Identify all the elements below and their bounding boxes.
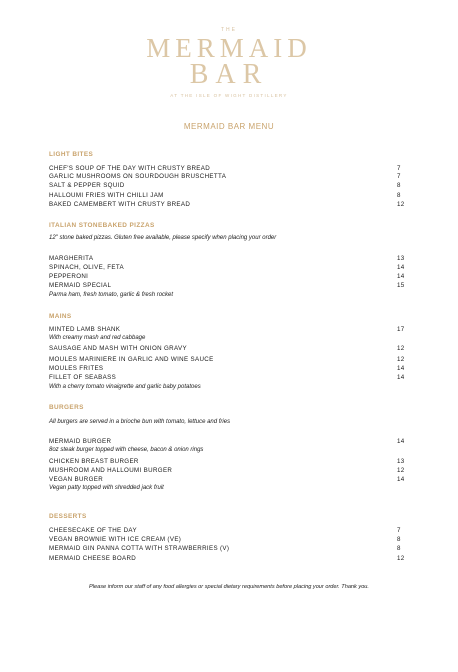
menu-item — [49, 438, 405, 446]
menu-item — [49, 545, 405, 553]
item-price: 14 — [397, 374, 405, 381]
item-name: MOULES FRITES — [49, 365, 104, 372]
item-price: 8 — [397, 192, 401, 199]
menu-item — [49, 192, 405, 200]
item-price: 17 — [397, 326, 405, 333]
menu-item — [49, 173, 405, 181]
allergy-footer-note: Please inform our staff of any food allergies or special dietary requirements before placing your order. Thank you. — [89, 584, 369, 590]
item-name: CHICKEN BREAST BURGER — [49, 458, 139, 465]
item-name: SALT & PEPPER SQUID — [49, 182, 125, 189]
menu-item — [49, 273, 405, 281]
item-name: VEGAN BROWNIE WITH ICE CREAM (VE) — [49, 536, 182, 543]
menu-item — [49, 536, 405, 544]
menu-item — [49, 476, 405, 484]
item-description: 8oz steak burger topped with cheese, bacon & onion rings — [49, 447, 204, 453]
item-name: FILLET OF SEABASS — [49, 374, 117, 381]
item-name: MUSHROOM AND HALLOUMI BURGER — [49, 467, 173, 474]
item-price: 12 — [397, 201, 405, 208]
section-heading-burgers: BURGERS — [49, 404, 84, 411]
item-price: 14 — [397, 273, 405, 280]
section-heading-light-bites: LIGHT BITES — [49, 151, 94, 158]
logo-bar: BAR — [189, 59, 269, 90]
logo-mermaid: MERMAID — [146, 33, 312, 63]
item-description: Vegan patty topped with shredded jack fruit — [49, 485, 164, 491]
item-price: 12 — [397, 356, 405, 363]
menu-item — [49, 345, 405, 353]
item-description: With creamy mash and red cabbage — [49, 335, 146, 341]
item-price: 8 — [397, 182, 401, 189]
item-price: 14 — [397, 438, 405, 445]
item-price: 13 — [397, 458, 405, 465]
item-price: 7 — [397, 173, 401, 180]
item-name: CHEESECAKE OF THE DAY — [49, 527, 137, 534]
item-price: 12 — [397, 345, 405, 352]
item-name: HALLOUMI FRIES WITH CHILLI JAM — [49, 192, 164, 199]
menu-item — [49, 165, 405, 173]
menu-item — [49, 264, 405, 272]
item-price: 12 — [397, 555, 405, 562]
menu-item — [49, 282, 405, 290]
item-name: MERMAID GIN PANNA COTTA WITH STRAWBERRIES (V) — [49, 545, 230, 552]
item-name: BAKED CAMEMBERT WITH CRUSTY BREAD — [49, 201, 191, 208]
item-name: PEPPERONI — [49, 273, 89, 280]
menu-title: MERMAID BAR MENU — [183, 122, 275, 131]
item-name: MERMAID BURGER — [49, 438, 112, 445]
menu-item — [49, 555, 405, 563]
menu-item — [49, 326, 405, 334]
menu-item — [49, 527, 405, 535]
burger-note: All burgers are served in a brioche bun with tomato, lettuce and fries — [49, 419, 231, 425]
section-heading-mains: MAINS — [49, 313, 72, 320]
item-description: Parma ham, fresh tomato, garlic & fresh rocket — [49, 292, 174, 298]
item-name: MERMAID SPECIAL — [49, 282, 112, 289]
item-price: 7 — [397, 527, 401, 534]
section-heading-desserts: DESSERTS — [49, 513, 87, 520]
item-name: SAUSAGE AND MASH WITH ONION GRAVY — [49, 345, 187, 352]
item-name: MERMAID CHEESE BOARD — [49, 555, 137, 562]
menu-item — [49, 356, 405, 364]
section-heading-pizzas: ITALIAN STONEBAKED PIZZAS — [49, 222, 155, 229]
item-price: 7 — [397, 165, 401, 172]
item-price: 12 — [397, 467, 405, 474]
item-name: VEGAN BURGER — [49, 476, 104, 483]
menu-item — [49, 201, 405, 209]
item-price: 14 — [397, 264, 405, 271]
item-price: 8 — [397, 536, 401, 543]
item-price: 14 — [397, 365, 405, 372]
item-name: GARLIC MUSHROOMS ON SOURDOUGH BRUSCHETTA — [49, 173, 227, 180]
item-name: MARGHERITA — [49, 255, 94, 262]
pizza-note: 12" stone baked pizzas. Gluten free available, please specify when placing your order — [49, 235, 277, 241]
item-price: 13 — [397, 255, 405, 262]
menu-item — [49, 182, 405, 190]
menu-item — [49, 255, 405, 263]
item-name: MINTED LAMB SHANK — [49, 326, 121, 333]
item-price: 8 — [397, 545, 401, 552]
menu-item — [49, 374, 405, 382]
item-price: 14 — [397, 476, 405, 483]
logo-small-text: THE — [221, 27, 237, 33]
menu-item — [49, 365, 405, 373]
logo-tagline: AT THE ISLE OF WIGHT DISTILLERY — [170, 93, 288, 98]
menu-item — [49, 458, 405, 466]
item-description: With a cherry tomato vinaigrette and garlic baby potatoes — [49, 384, 201, 390]
item-name: MOULES MARINIERE IN GARLIC AND WINE SAUCE — [49, 356, 214, 363]
menu-item — [49, 467, 405, 475]
item-name: CHEF'S SOUP OF THE DAY WITH CRUSTY BREAD — [49, 165, 211, 172]
item-price: 15 — [397, 282, 405, 289]
item-name: SPINACH, OLIVE, FETA — [49, 264, 124, 271]
